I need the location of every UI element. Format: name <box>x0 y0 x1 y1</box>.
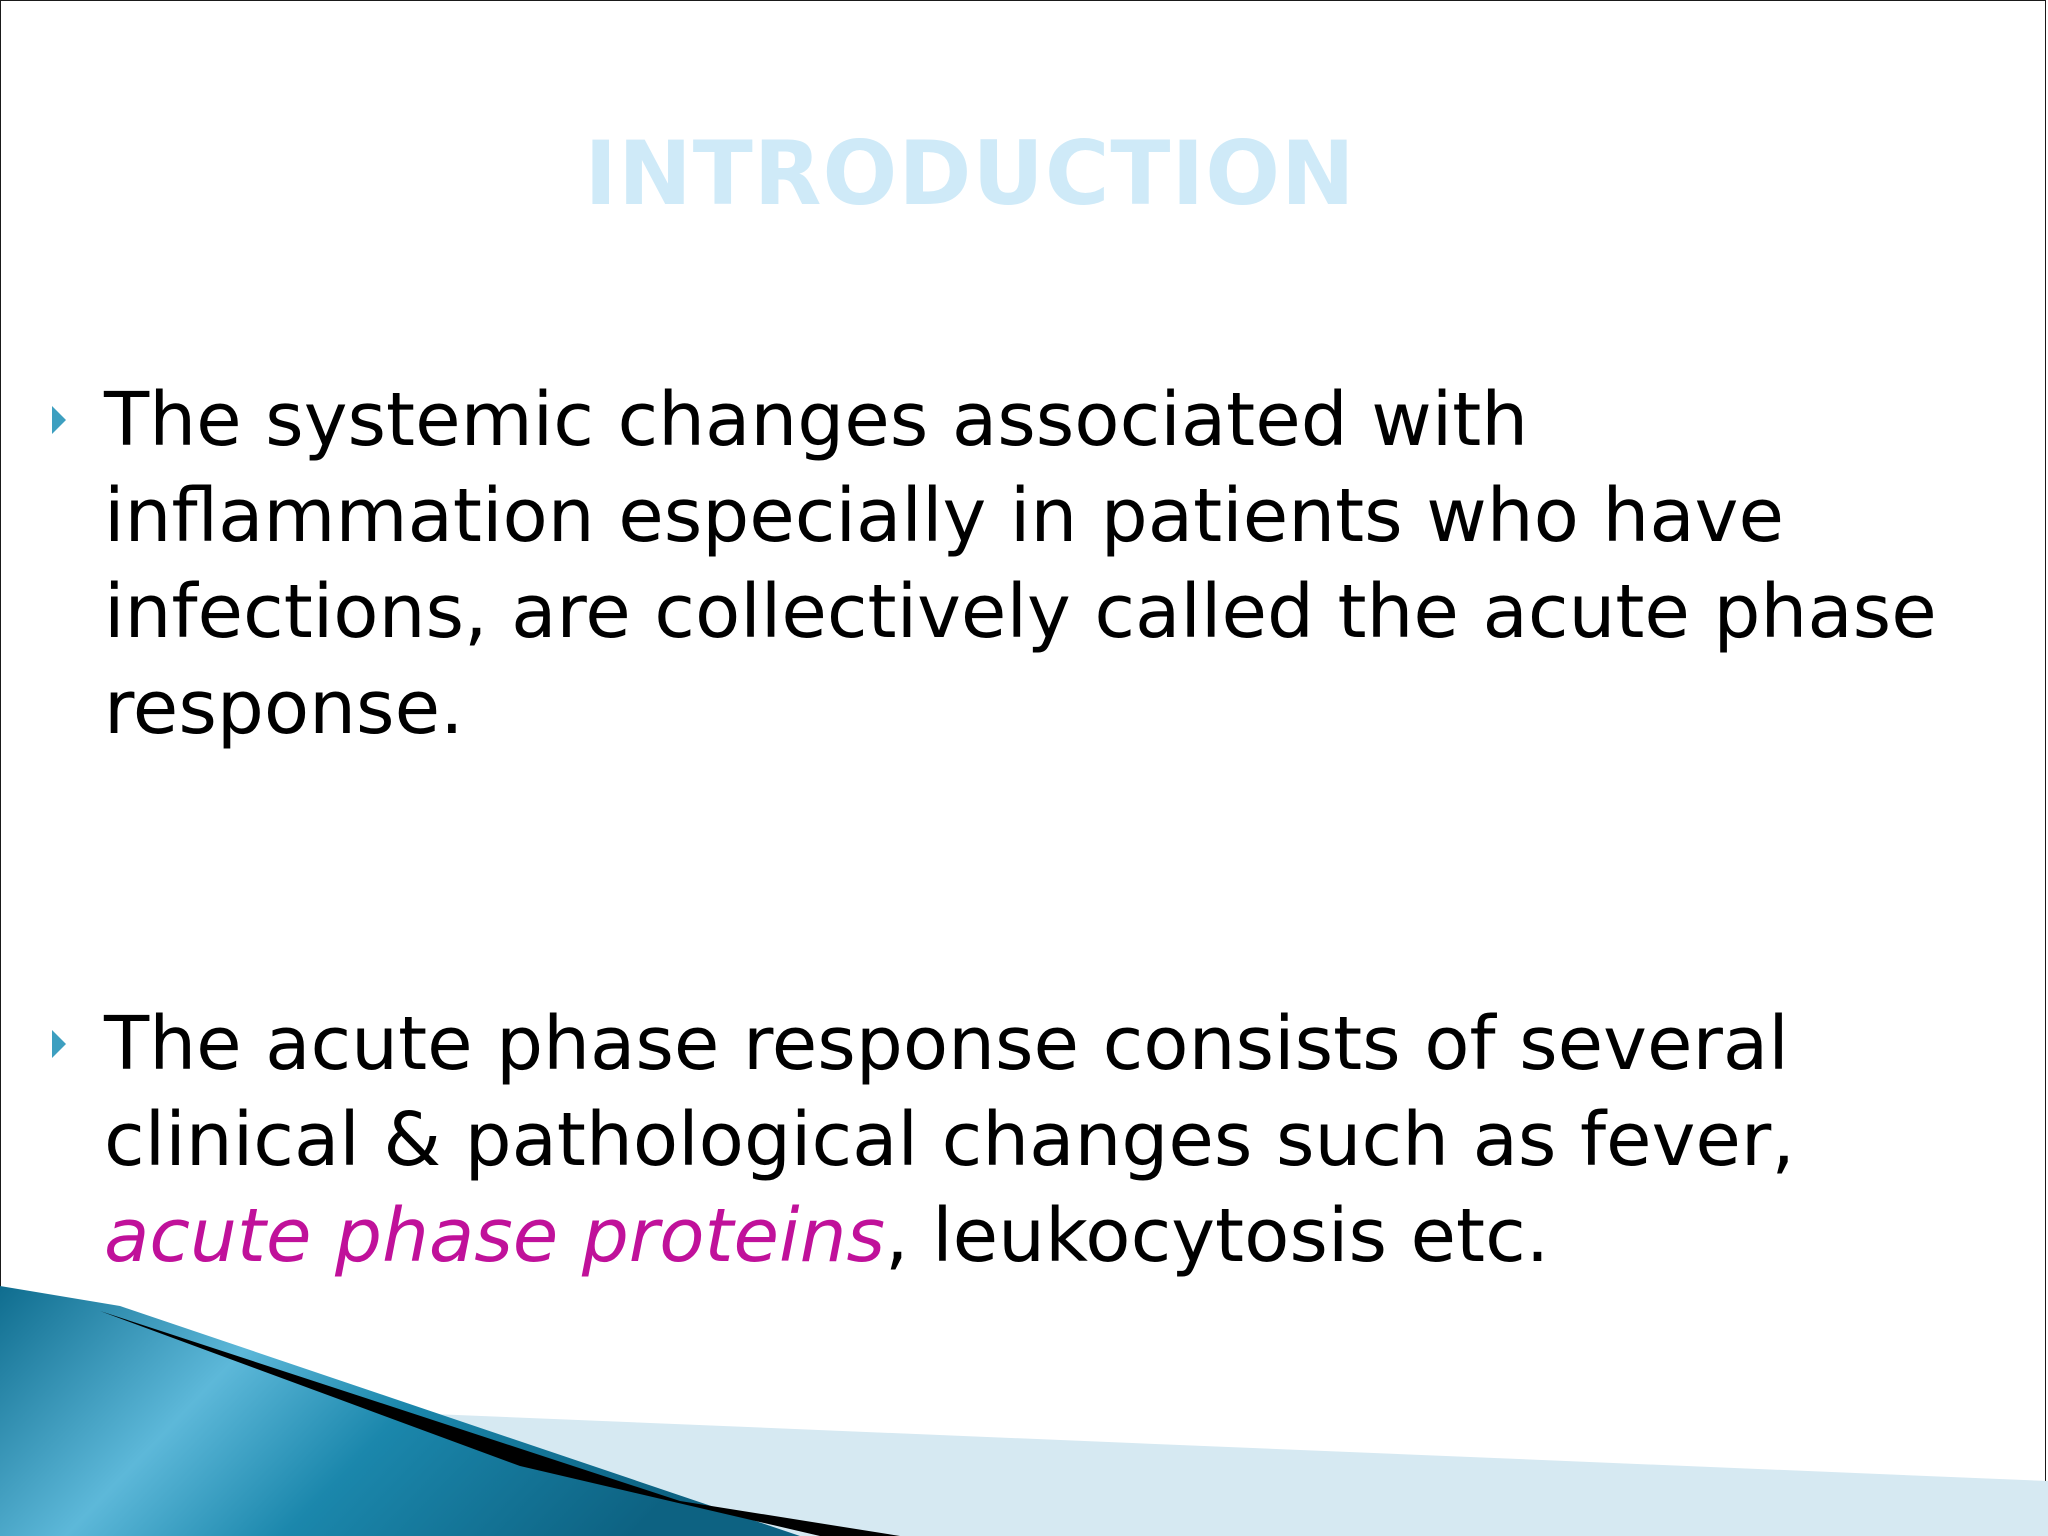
corner-swoosh-decoration <box>0 1286 2048 1536</box>
bullet-text-start: The acute phase response consists of several clinical & pathological changes such as fever, <box>104 1001 1795 1183</box>
bullet-item <box>40 996 2010 1284</box>
bullet-item <box>40 372 2010 756</box>
bullet-list <box>40 372 2010 1284</box>
slide-title: INTRODUCTION <box>584 122 1356 225</box>
highlighted-term: acute phase proteins <box>104 1193 886 1279</box>
triangle-right-icon <box>52 1030 66 1058</box>
bullet-text-end: , leukocytosis etc. <box>885 1193 1550 1279</box>
bullet-text: The systemic changes associated with inflammation especially in patients who have infections, are collectively called the acute phase response. <box>104 377 1937 751</box>
triangle-right-icon <box>52 406 66 434</box>
